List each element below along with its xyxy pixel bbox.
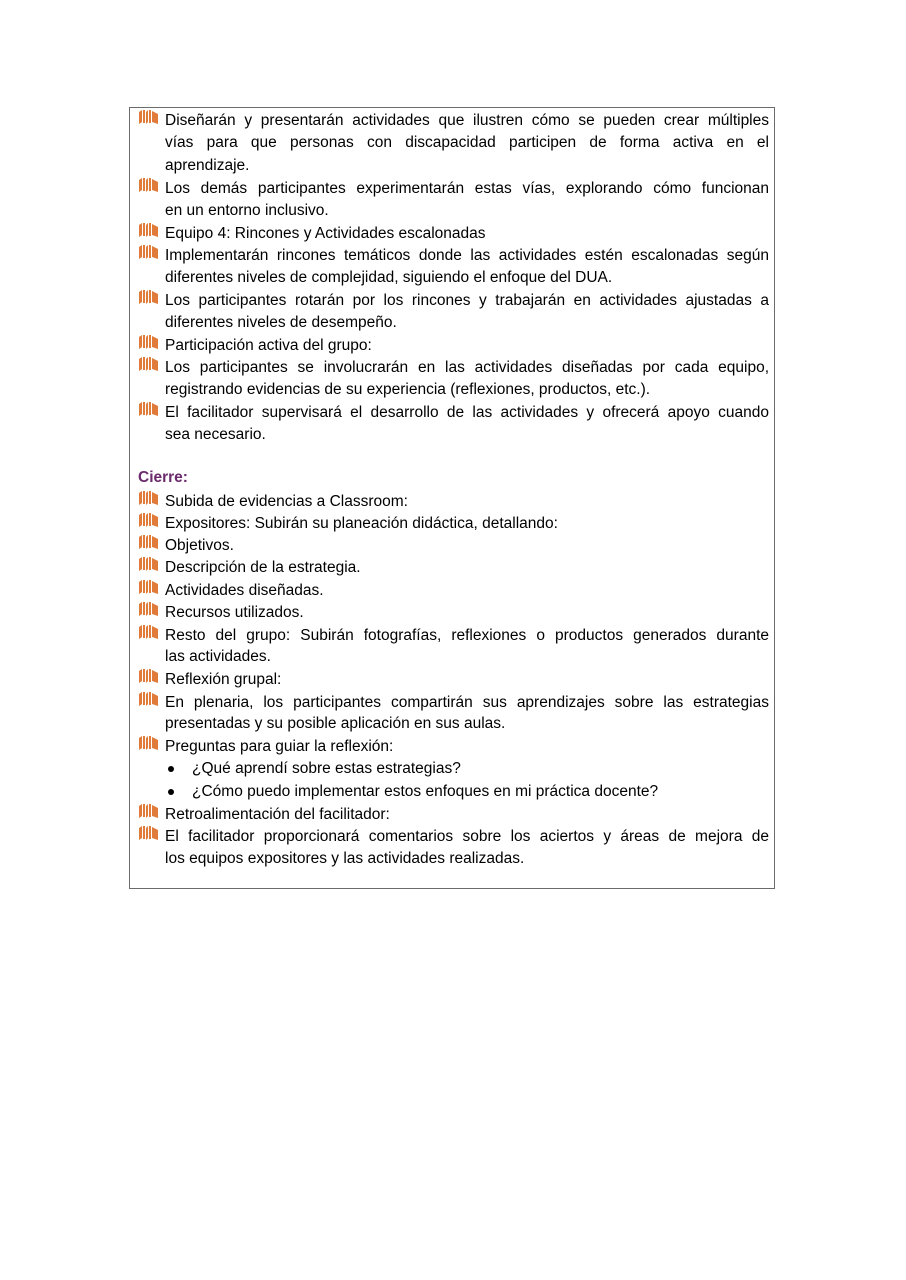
list-item <box>130 600 776 623</box>
list-item <box>130 511 776 534</box>
book-ornament-icon <box>138 803 160 819</box>
book-ornament-icon <box>138 289 160 305</box>
list-item-text: Expositores: Subirán su planeación didáctica, detallando: <box>165 515 558 532</box>
list-item-text: Implementarán rincones temáticos donde las actividades estén escalonadas según <box>165 247 769 264</box>
list-item-text: Subida de evidencias a Classroom: <box>165 493 408 510</box>
book-ornament-icon <box>138 177 160 193</box>
list-item-text: Diseñarán y presentarán actividades que ilustren cómo se pueden crear múltiples <box>165 112 769 129</box>
list-item-text: Equipo 4: Rincones y Actividades escalonadas <box>165 225 486 242</box>
list-item <box>130 333 776 356</box>
list-item <box>130 802 776 825</box>
book-ornament-icon <box>138 556 160 572</box>
list-item-text: Preguntas para guiar la reflexión: <box>165 738 394 755</box>
list-item-text: Descripción de la estrategia. <box>165 559 361 576</box>
list-item <box>130 355 776 378</box>
list-item-text: Reflexión grupal: <box>165 671 282 688</box>
book-ornament-icon <box>138 334 160 350</box>
list-item-text: los equipos expositores y las actividades realizadas. <box>165 850 525 867</box>
question-text: ¿Cómo puedo implementar estos enfoques en mi práctica docente? <box>192 783 659 800</box>
list-item <box>130 489 776 512</box>
list-item <box>130 533 776 556</box>
book-ornament-icon <box>138 244 160 260</box>
list-item-text: En plenaria, los participantes compartirán sus aprendizajes sobre las estrategias <box>165 694 769 711</box>
list-item-text: diferentes niveles de complejidad, siguiendo el enfoque del DUA. <box>165 269 613 286</box>
question-text: ¿Qué aprendí sobre estas estrategias? <box>192 760 461 777</box>
book-ornament-icon <box>138 624 160 640</box>
list-item-text: Recursos utilizados. <box>165 604 304 621</box>
list-item <box>130 734 776 757</box>
book-ornament-icon <box>138 356 160 372</box>
list-item-text: Participación activa del grupo: <box>165 337 372 354</box>
list-item-text: presentadas y su posible aplicación en sus aulas. <box>165 715 506 732</box>
list-item-text: Resto del grupo: Subirán fotografías, reflexiones o productos generados durante <box>165 627 769 644</box>
list-item-text: Los participantes rotarán por los rincones y trabajarán en actividades ajustadas a <box>165 292 769 309</box>
list-item <box>130 578 776 601</box>
content-box <box>129 107 775 889</box>
list-item-text: en un entorno inclusivo. <box>165 202 329 219</box>
book-ornament-icon <box>138 691 160 707</box>
bullet-dot-icon <box>168 766 174 772</box>
list-item <box>130 690 776 713</box>
list-item <box>130 176 776 199</box>
book-ornament-icon <box>138 222 160 238</box>
list-item-text: Objetivos. <box>165 537 234 554</box>
list-item-text: Retroalimentación del facilitador: <box>165 806 390 823</box>
list-item-text: aprendizaje. <box>165 157 250 174</box>
list-item-text: sea necesario. <box>165 426 266 443</box>
list-item <box>130 108 776 131</box>
question-item <box>165 780 765 803</box>
list-item <box>130 667 776 690</box>
list-item <box>130 243 776 266</box>
list-item-text: El facilitador proporcionará comentarios sobre los aciertos y áreas de mejora de <box>165 828 769 845</box>
list-item-text: Los demás participantes experimentarán estas vías, explorando cómo funcionan <box>165 180 769 197</box>
list-item <box>130 824 776 847</box>
book-ornament-icon <box>138 490 160 506</box>
book-ornament-icon <box>138 601 160 617</box>
list-item-text: Los participantes se involucrarán en las actividades diseñadas por cada equipo, <box>165 359 769 376</box>
book-ornament-icon <box>138 534 160 550</box>
bullet-dot-icon <box>168 789 174 795</box>
list-item-text: registrando evidencias de su experiencia (reflexiones, productos, etc.). <box>165 381 651 398</box>
section-title-cierre: Cierre: <box>138 469 188 486</box>
list-item-text: El facilitador supervisará el desarrollo de las actividades y ofrecerá apoyo cuando <box>165 404 769 421</box>
list-item-text: las actividades. <box>165 648 271 665</box>
book-ornament-icon <box>138 401 160 417</box>
list-item <box>130 555 776 578</box>
list-item <box>130 400 776 423</box>
list-item <box>130 221 776 244</box>
book-ornament-icon <box>138 109 160 125</box>
question-item <box>165 757 765 780</box>
list-item-text: Actividades diseñadas. <box>165 582 324 599</box>
list-item-text: vías para que personas con discapacidad participen de forma activa en el <box>165 134 769 151</box>
book-ornament-icon <box>138 825 160 841</box>
book-ornament-icon <box>138 668 160 684</box>
book-ornament-icon <box>138 512 160 528</box>
book-ornament-icon <box>138 579 160 595</box>
list-item <box>130 288 776 311</box>
list-item <box>130 623 776 646</box>
list-item-text: diferentes niveles de desempeño. <box>165 314 397 331</box>
book-ornament-icon <box>138 735 160 751</box>
